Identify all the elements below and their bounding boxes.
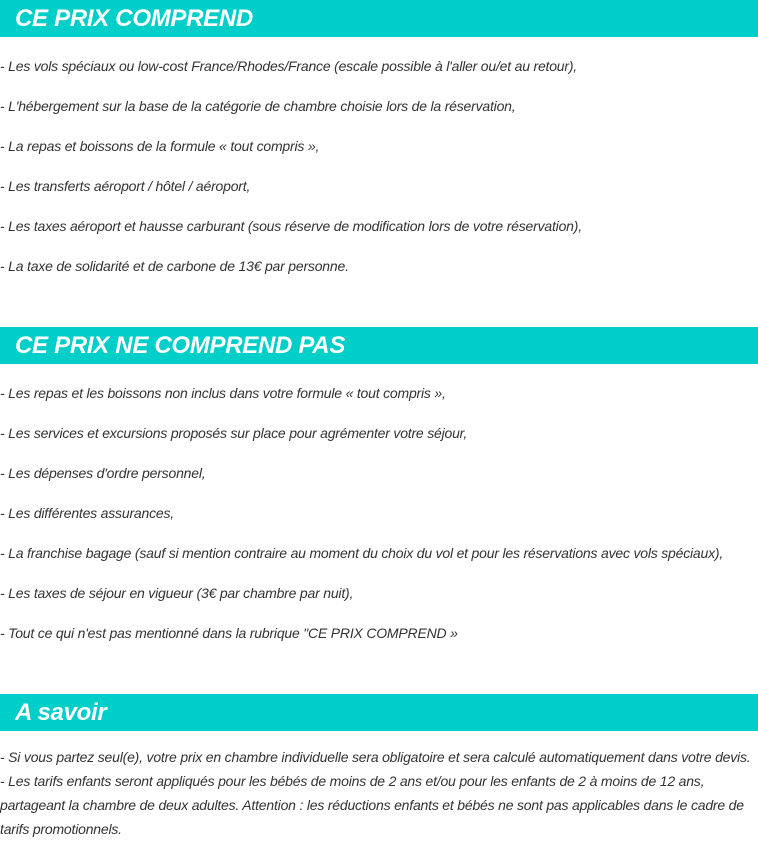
- list-item: - Les taxes aéroport et hausse carburant (sous réserve de modification lors de votre réservation),: [0, 218, 582, 234]
- section-header-not-included: [0, 327, 758, 364]
- section-good-to-know: [0, 694, 758, 841]
- info-paragraph: - Les tarifs enfants seront appliqués pour les bébés de moins de 2 ans et/ou pour les enfants de 2 à moins de 12 ans, partageant la chambre de deux adultes. Attention : les réductions enfants et bébés ne sont pas applicables dans le cadre de tarifs promotionnels.: [0, 773, 744, 837]
- included-list: [0, 57, 758, 275]
- list-item: - L'hébergement sur la base de la catégorie de chambre choisie lors de la réservation,: [0, 98, 516, 114]
- not-included-list: [0, 384, 758, 642]
- section-included: [0, 0, 758, 275]
- section-title-good-to-know: A savoir: [15, 698, 107, 726]
- included-list-wrap: [0, 37, 758, 275]
- list-item: - Les transferts aéroport / hôtel / aéroport,: [0, 178, 251, 194]
- list-item: - La taxe de solidarité et de carbone de 13€ par personne.: [0, 258, 349, 274]
- not-included-list-wrap: [0, 364, 758, 642]
- section-not-included: [0, 327, 758, 642]
- good-to-know-content: [0, 731, 758, 841]
- list-item: - Les services et excursions proposés sur place pour agrémenter votre séjour,: [0, 425, 468, 441]
- list-item: - Les repas et les boissons non inclus dans votre formule « tout compris »,: [0, 385, 446, 401]
- list-item: - Les taxes de séjour en vigueur (3€ par chambre par nuit),: [0, 585, 354, 601]
- list-item: - Tout ce qui n'est pas mentionné dans la rubrique "CE PRIX COMPREND »: [0, 625, 458, 641]
- section-header-included: [0, 0, 758, 37]
- list-item: - Les vols spéciaux ou low-cost France/Rhodes/France (escale possible à l'aller ou/et au retour),: [0, 58, 578, 74]
- section-title-not-included: CE PRIX NE COMPREND PAS: [15, 331, 346, 359]
- info-paragraph: - Si vous partez seul(e), votre prix en chambre individuelle sera obligatoire et sera calculé automatiquement dans votre devis.: [0, 749, 751, 765]
- list-item: - Les différentes assurances,: [0, 505, 174, 521]
- list-item: - La repas et boissons de la formule « tout compris »,: [0, 138, 320, 154]
- list-item: - La franchise bagage (sauf si mention contraire au moment du choix du vol et pour les réservations avec vols spéciaux),: [0, 545, 724, 561]
- section-title-included: CE PRIX COMPREND: [15, 4, 253, 32]
- list-item: - Les dépenses d'ordre personnel,: [0, 465, 206, 481]
- section-header-good-to-know: [0, 694, 758, 731]
